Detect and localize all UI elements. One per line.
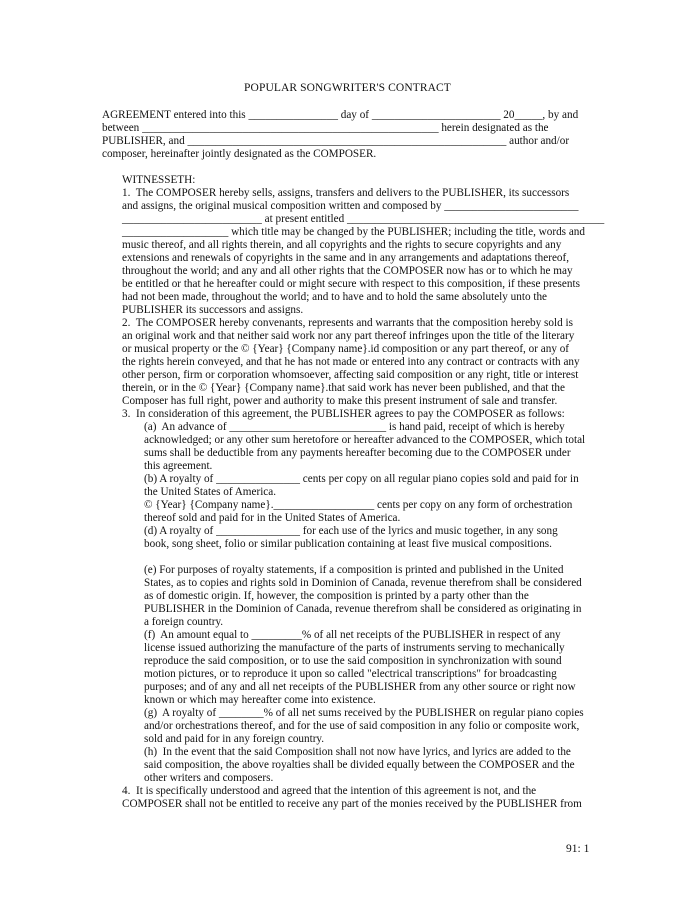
clause-1-line: had not been made, throughout the world; and to have and to hold the same absolutely unto the bbox=[122, 291, 548, 303]
clause-3e-line: States, as to copies and rights sold in Dominion of Canada, revenue therefrom shall be considered bbox=[144, 577, 582, 589]
clause-3h-line: other writers and composers. bbox=[144, 772, 274, 784]
clause-1-line: and assigns, the original musical composition written and composed by ________________________ bbox=[122, 200, 579, 212]
clause-2-line: other person, firm or corporation whomsoever, affecting said composition or any right, title or interest bbox=[122, 369, 579, 381]
clause-4-line: 4. It is specifically understood and agreed that the intention of this agreement is not, and the bbox=[122, 785, 537, 797]
clause-3h-line: said composition, the above royalties shall be divided equally between the COMPOSER and the bbox=[144, 759, 575, 771]
clause-1-line: extensions and renewals of copyrights in the same and in any arrangements and adaptations thereof, bbox=[122, 252, 570, 264]
clause-3f-line: motion pictures, or to reproduce it upon so called "electrical transcriptions" for broadcasting bbox=[144, 668, 557, 680]
clause-3c-line: thereof sold and paid for in the United States of America. bbox=[144, 512, 401, 524]
clause-3e-line: as of domestic origin. If, however, the composition is printed by a party other than the bbox=[144, 590, 529, 602]
witnesseth-heading: WITNESSETH: bbox=[122, 174, 196, 186]
clause-4-line: COMPOSER shall not be entitled to receive any part of the monies received by the PUBLISHER from bbox=[122, 798, 582, 810]
clause-3e-line: PUBLISHER in the Dominion of Canada, revenue therefrom shall be considered as originating in bbox=[144, 603, 582, 615]
clause-1-line: be entitled or that he hereafter could or might secure with respect to this composition, if these presents bbox=[122, 278, 580, 290]
preamble-line: composer, hereinafter jointly designated as the COMPOSER. bbox=[102, 148, 377, 160]
clause-2-line: Composer has full right, power and authority to make this present instrument of sale and transfer. bbox=[122, 395, 558, 407]
clause-3d-line: book, song sheet, folio or similar publication containing at least five musical compositions. bbox=[144, 538, 552, 550]
clause-3h-line: (h) In the event that the said Composition shall not now have lyrics, and lyrics are added to the bbox=[144, 746, 571, 758]
clause-3f-line: purposes; and of any and all net receipts of the PUBLISHER from any other source or right now bbox=[144, 681, 576, 693]
clause-3d-line: (d) A royalty of _______________ for each use of the lyrics and music together, in any song bbox=[144, 525, 558, 537]
clause-3a-line: this agreement. bbox=[144, 460, 213, 472]
clause-2-line: 2. The COMPOSER hereby convenants, represents and warrants that the composition hereby sold is bbox=[122, 317, 573, 329]
clause-3e-line: a foreign country. bbox=[144, 616, 224, 628]
clause-3f-line: (f) An amount equal to _________% of all net receipts of the PUBLISHER in respect of any bbox=[144, 629, 561, 641]
clause-3a-line: (a) An advance of ____________________________ is hand paid, receipt of which is hereby bbox=[144, 421, 565, 433]
clause-1-line: PUBLISHER its successors and assigns. bbox=[122, 304, 304, 316]
clause-1-line: throughout the world; and any and all other rights that the COMPOSER now has or to which he may bbox=[122, 265, 573, 277]
clause-3g-line: sold and paid for in any foreign country. bbox=[144, 733, 325, 745]
clause-3c-line: © {Year} {Company name}.__________________ cents per copy on any form of orchestration bbox=[144, 499, 573, 511]
clause-2-line: or musical property or the © {Year} {Company name}.id composition or any part thereof, or any of bbox=[122, 343, 570, 355]
clause-3b-line: the United States of America. bbox=[144, 486, 277, 498]
preamble-line: PUBLISHER, and _________________________________________________________ author and/or bbox=[102, 135, 570, 147]
clause-2-line: therein, or in the © {Year} {Company name}.that said work has never been published, and that the bbox=[122, 382, 565, 394]
clause-3a-line: acknowledged; or any other sum heretofore or hereafter advanced to the COMPOSER, which total bbox=[144, 434, 586, 446]
preamble-line: between _____________________________________________________ herein designated as the bbox=[102, 122, 549, 134]
page-number: 91: 1 bbox=[566, 843, 590, 855]
clause-3f-line: license issued authorizing the manufacture of the parts of instruments serving to mechanically bbox=[144, 642, 565, 654]
clause-2-line: an original work and that neither said work nor any part thereof infringes upon the title of the literary bbox=[122, 330, 575, 342]
clause-2-line: the rights herein conveyed, and that he has not made or entered into any contract or contracts with any bbox=[122, 356, 580, 368]
clause-3a-line: sums shall be deductible from any payments hereafter becoming due to the COMPOSER under bbox=[144, 447, 571, 459]
clause-3f-line: known or which may hereafter come into existence. bbox=[144, 694, 376, 706]
clause-1-line: _________________________ at present entitled ______________________________________________ bbox=[122, 213, 605, 225]
clause-3g-line: and/or orchestrations thereof, and for the use of said composition in any folio or composite work, bbox=[144, 720, 580, 732]
clause-3e-line: (e) For purposes of royalty statements, if a composition is printed and published in the United bbox=[144, 564, 564, 576]
clause-3g-line: (g) A royalty of ________% of all net sums received by the PUBLISHER on regular piano copies bbox=[144, 707, 584, 719]
clause-3-intro: 3. In consideration of this agreement, the PUBLISHER agrees to pay the COMPOSER as follows: bbox=[122, 408, 565, 420]
clause-1-line: music thereof, and all rights therein, and all copyrights and the rights to secure copyrights and any bbox=[122, 239, 562, 251]
clause-1-line: ___________________ which title may be changed by the PUBLISHER; including the title, words and bbox=[122, 226, 585, 238]
document-title: POPULAR SONGWRITER'S CONTRACT bbox=[244, 82, 451, 94]
preamble-line: AGREEMENT entered into this ________________ day of _______________________ 20_____, by and bbox=[102, 109, 579, 121]
clause-1-line: 1. The COMPOSER hereby sells, assigns, transfers and delivers to the PUBLISHER, its successors bbox=[122, 187, 570, 199]
clause-3b-line: (b) A royalty of _______________ cents per copy on all regular piano copies sold and paid for in bbox=[144, 473, 579, 485]
clause-3f-line: reproduce the said composition, or to use the said composition in synchronization with sound bbox=[144, 655, 562, 667]
